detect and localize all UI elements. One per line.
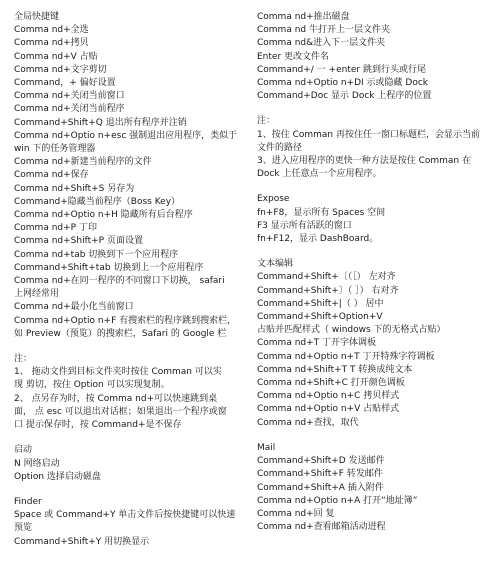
shortcut-line: Space 或 Command+Y 单击文件后按快捷键可以快速 [14,510,236,521]
shortcut-line: Command+Shift+F 转发邮件 [257,469,383,480]
shortcut-line: 1、 拖动文件到目标文件夹时按住 Comman 可以实 [14,367,222,378]
shortcut-line: 3、进入应用程序的更快一种方法是按住 Comman 在 [257,156,471,167]
expose-list [257,207,493,247]
notes-right-list [257,129,493,182]
shortcut-line: Command+Shift+D 发送邮件 [257,456,385,467]
shortcut-line: 占贴并匹配样式（ windows 下的无格式占贴） [257,325,446,336]
shortcut-line: Comma nd+Shift+S 另存为 [14,183,135,194]
shortcut-line: Command+Shift+Q 退出所有程序并注销 [14,117,187,128]
shortcut-line: Comma nd+Optio n+T 丁开特殊字符调板 [257,351,435,362]
shortcut-line: 上网经常用 [14,289,60,300]
notes-list [14,366,246,432]
shortcut-line: Comma nd+Optio n+A 打开“地址簿” [257,495,418,506]
shortcut-line: Comma nd+Optio n+esc 强制退出应用程序，类似于 [14,130,238,141]
section-title-notes: 注： [14,354,33,365]
shortcut-line: Comma nd+V 占贴 [14,51,98,62]
shortcut-line: Comma nd+拷贝 [14,38,89,49]
section-title-mail: Mail [257,442,276,453]
finder-continued-list [257,11,493,103]
shortcut-line: Comma nd+P 丁印 [14,223,97,234]
shortcut-line: Comma nd+T 丁开字体调板 [257,338,377,349]
shortcut-line: Comma nd+保存 [14,170,89,181]
shortcut-line: Comma nd+Optio n+H 隐藏所有后台程序 [14,210,193,221]
shortcut-line: Command+Shift+A 插入附件 [257,482,384,493]
shortcut-line: F3 显示所有活跃的窗口 [257,220,352,231]
shortcut-line: Comma nd+查看邮箱活动进程 [257,522,386,533]
shortcut-line: Command+Shift+〕（ ］） 右对齐 [257,285,399,296]
shortcut-line: Command+Shift+〔（［） 左对齐 [257,272,396,283]
section-title-finder: Finder [14,496,42,507]
shortcut-line: fn+F8，显示所有 Spaces 空间 [257,207,386,218]
right-column [257,0,493,534]
finder-list [14,509,246,549]
shortcut-line: Comma nd 牛打开上一层文件夹 [257,25,390,36]
shortcut-line: Comma nd+新建当前程序的文件 [14,157,152,168]
left-column [14,0,246,549]
shortcut-line: 文件的路径 [257,142,303,153]
shortcut-line: 1、按住 Comman 再按住任一窗口标题栏，会显示当前 [257,129,480,140]
shortcut-line: 如 Preview（预览）的搜索栏，Safari 的 Google 栏 [14,328,227,339]
shortcut-line: Command+Doc 显示 Dock 上程序的位置 [257,91,432,102]
mail-list [257,455,493,534]
shortcut-line: Comma nd+Optio n+C 拷贝样式 [257,391,400,402]
text-editing-list [257,271,493,429]
shortcut-line: Comma nd+tab 切换到下一个应用程序 [14,249,179,260]
shortcut-line: Comma nd+推出磁盘 [257,12,350,22]
shortcut-line: Comma nd+查找，取代 [257,417,359,428]
section-title-notes-right: 注： [257,116,276,127]
shortcut-line: Enter 更改文件名 [257,51,330,62]
shortcut-line: Command+/ 一 +enter 跳到行头或行尾 [257,64,426,75]
shortcut-line: 预览 [14,523,33,534]
shortcut-line: 面， 点 esc 可以退出对话框；如果退出一个程序或窗 [14,406,227,417]
shortcut-line: Command，+ 偏好设置 [14,78,116,89]
shortcut-line: Comma nd&进入下一层文件夹 [257,38,386,49]
shortcut-line: Comma nd+文字剪切 [14,64,107,75]
shortcut-line: 2、 点另存为时，按 Comma nd+可以快速跳到桌 [14,393,218,404]
shortcut-line: win 下的任务管理器 [14,144,96,155]
shortcut-line: Command+Shift+|（ ） 居中 [257,298,384,309]
shortcut-line: fn+F12，显示 DashBoard。 [257,234,379,245]
section-title-startup: 启动 [14,445,33,456]
shortcut-line: Comma nd+Optio n+DI 示或隐藏 Dock [257,78,429,89]
section-title-global-shortcuts: 全局快捷键 [14,12,60,22]
shortcut-line: Comma nd+Optio n+V 占贴样式 [257,404,400,415]
shortcut-line: Comma nd+最小化当前窗口 [14,302,134,313]
startup-list [14,458,246,484]
shortcut-line: Command+Shift+tab 切换到上一个应用程序 [14,262,204,273]
shortcut-line: Comma nd+回 复 [257,508,335,519]
shortcut-line: Comma nd+Shift+C 打开颜色调板 [257,378,405,389]
shortcut-line: Command+隐藏当前程序（Boss Key） [14,196,181,207]
shortcut-line: Comma nd+在同一程序的不同窗口下切换， safari [14,276,225,287]
shortcut-line: Dock 上任意点一个应用程序。 [257,169,382,180]
shortcut-line: 现 剪切，按住 Option 可以实现复制。 [14,380,170,391]
shortcut-line: Comma nd+关闭当前程序 [14,104,125,115]
shortcut-line: Command+Shift+Y 用切换显示 [14,536,150,547]
shortcut-line: Comma nd+Shift+P 页面设置 [14,236,143,247]
shortcut-line: N 网络启动 [14,458,60,469]
section-title-expose: Expose [257,194,290,205]
shortcut-line: 口 提示保存时，按 Command+是不保存 [14,420,182,431]
global-shortcuts-list [14,24,246,341]
shortcut-line: Comma nd+关闭当前窗口 [14,91,125,102]
section-title-text-editing: 文本编辑 [257,259,294,270]
shortcut-line: Comma nd+Optio n+F 有搜索栏的程序跳到搜索栏， [14,315,237,326]
shortcut-line: Comma nd+Shift+T T 转换成纯文本 [257,364,413,375]
shortcut-line: Command+Shift+Option+V [257,312,383,323]
shortcut-line: Option 选择启动磁盘 [14,471,101,482]
shortcut-line: Comma nd+全选 [14,25,89,36]
